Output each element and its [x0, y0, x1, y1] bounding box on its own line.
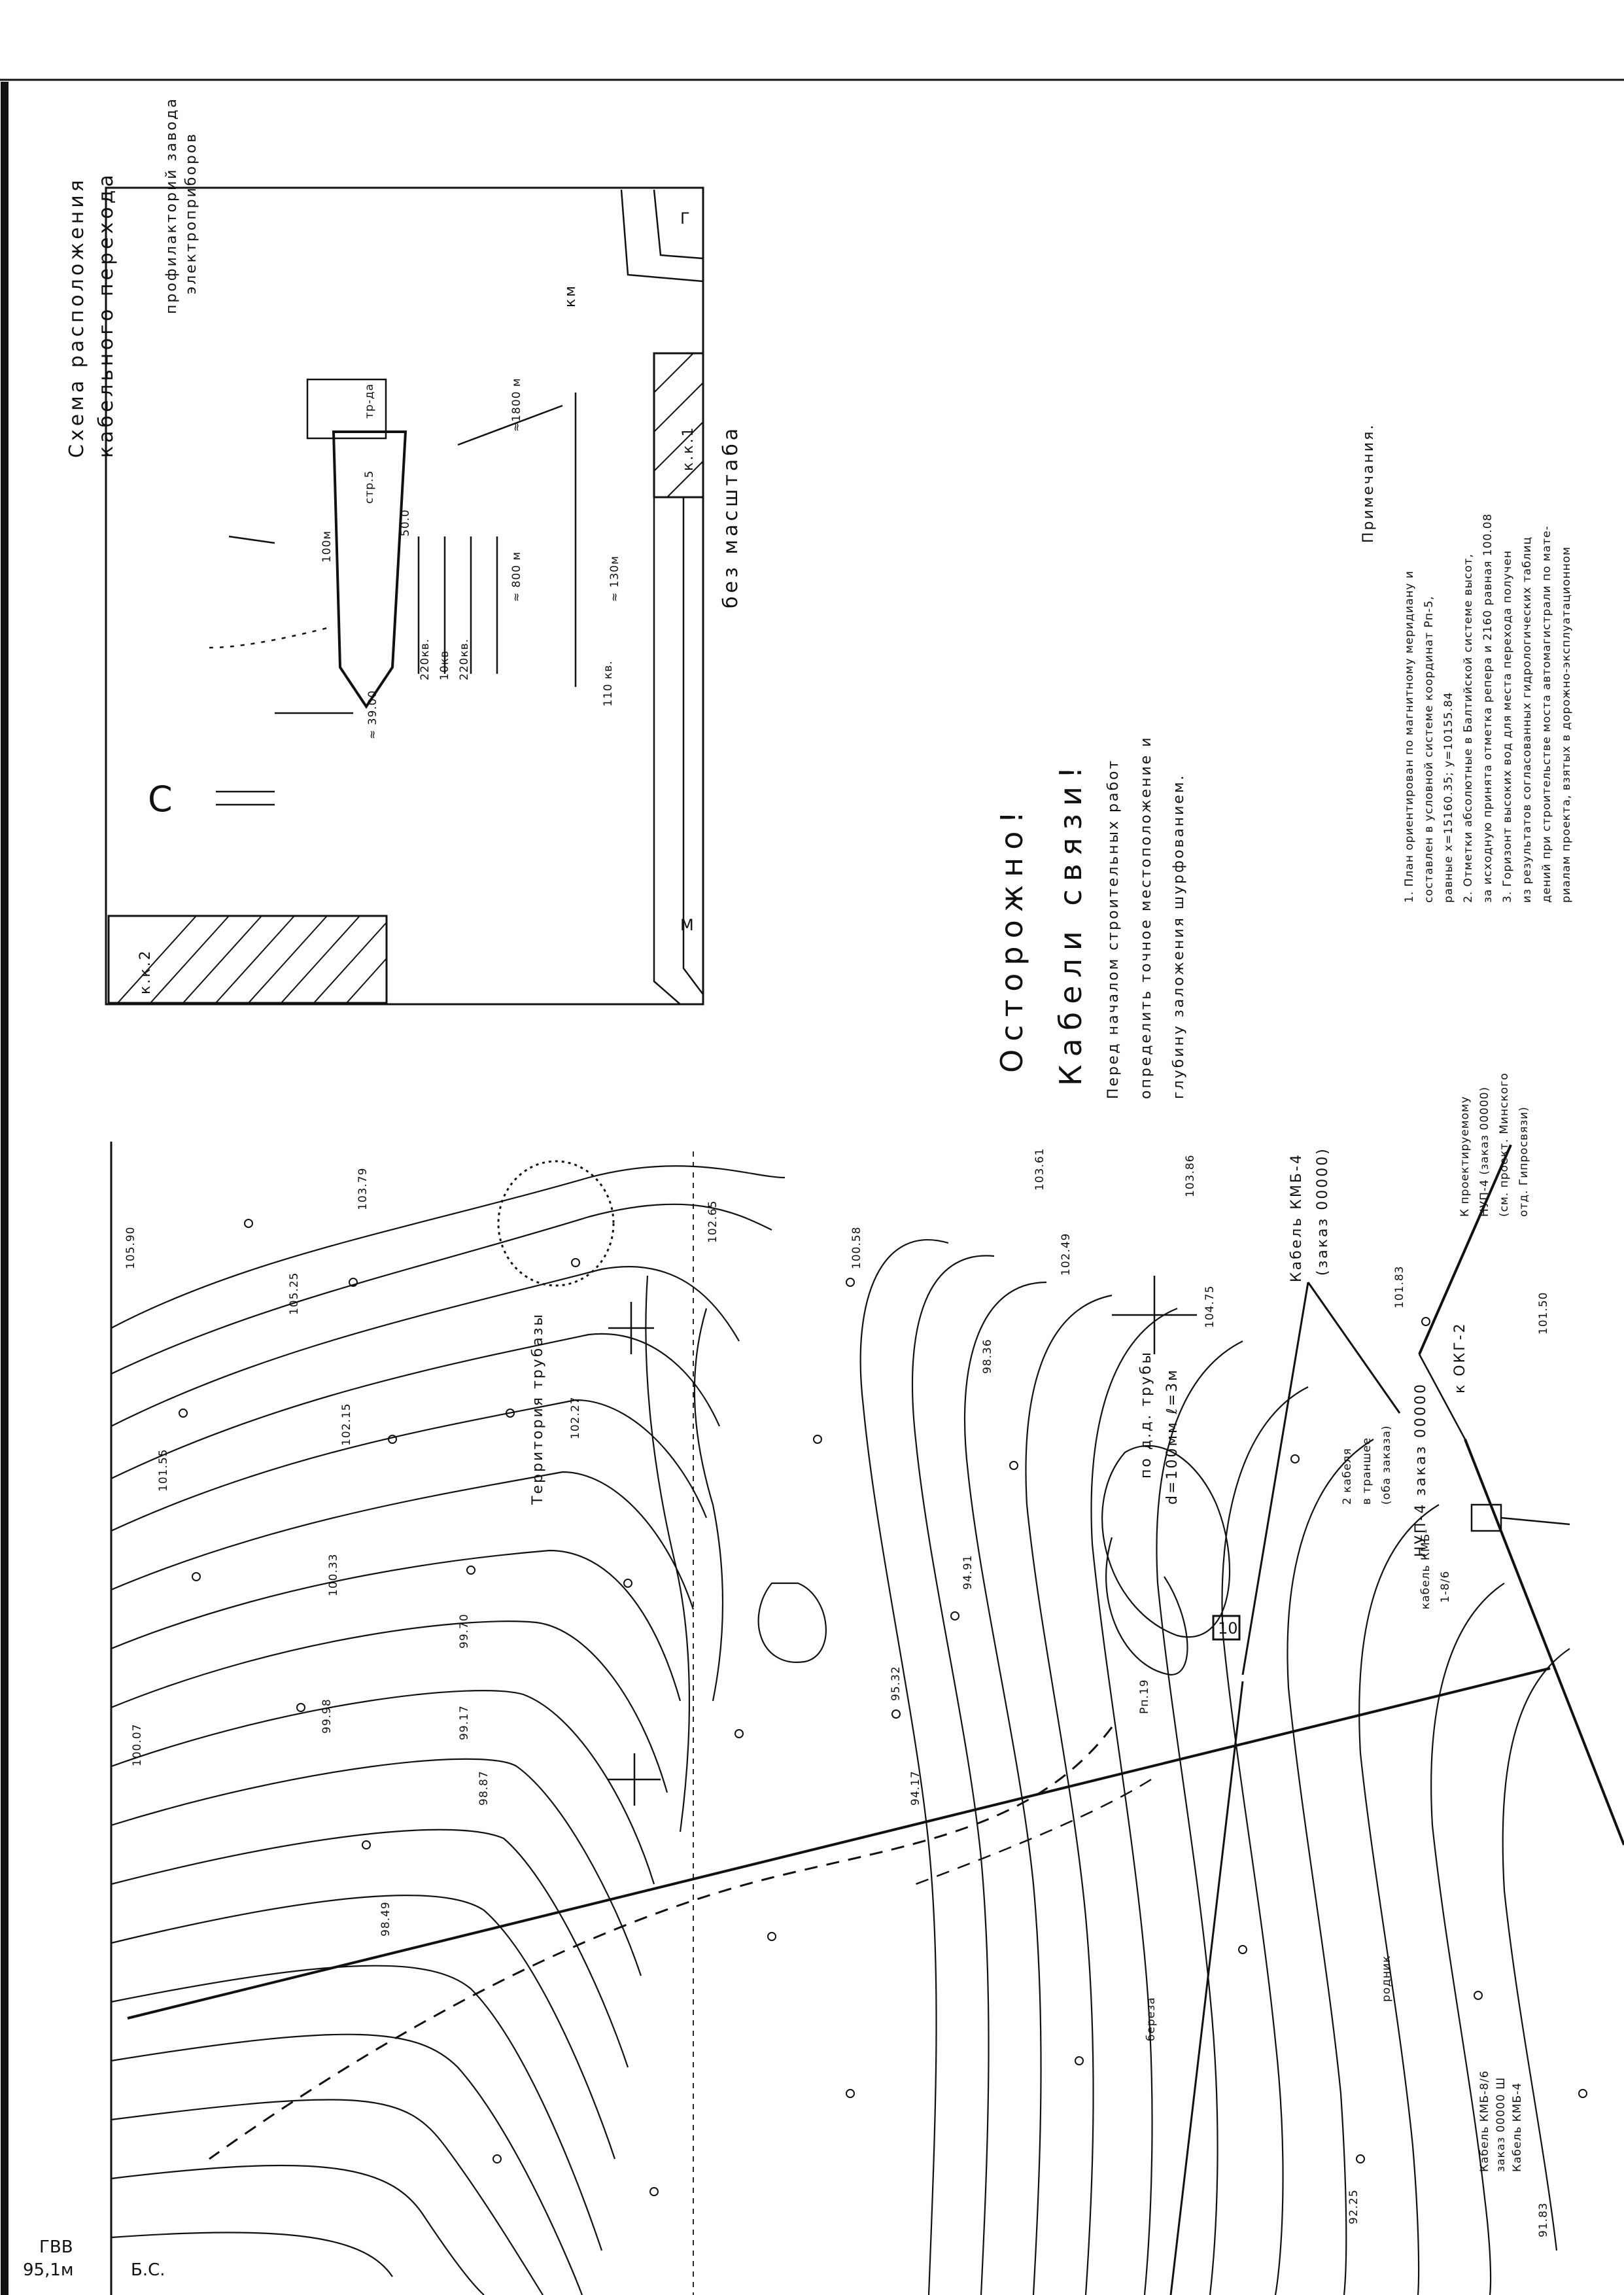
voltage-110: 110 кв. — [602, 660, 615, 707]
inset-dist-800: ≈ 800 м — [510, 551, 523, 602]
proj-note-1: К проектируемому — [1459, 1096, 1472, 1217]
elev-label: 92.25 — [1347, 2189, 1360, 2224]
voltage-220b: 220кв. — [458, 638, 471, 680]
elev-label: 99.98 — [320, 1698, 334, 1734]
kab-bottom-2: заказ 00000 Ш — [1494, 2076, 1508, 2172]
road-g: Г — [680, 209, 690, 228]
gvv-value: 95,1м — [23, 2260, 74, 2280]
warning-line4: определить точное местоположение и — [1138, 735, 1154, 1099]
inset-tr: тр-да — [363, 383, 376, 419]
beryoza-label: береза — [1145, 1997, 1158, 2041]
elev-label: 102.65 — [706, 1200, 719, 1243]
plant-label: профилакторий завода — [164, 97, 180, 314]
elev-label: 103.86 — [1184, 1154, 1197, 1197]
rp19-label: Рп.19 — [1138, 1679, 1151, 1714]
elev-label: 100.58 — [850, 1226, 863, 1269]
elev-label: 104.75 — [1203, 1285, 1217, 1328]
inset-100m: 100м — [320, 530, 334, 563]
elev-label: 100.07 — [131, 1723, 144, 1766]
elev-label: 105.25 — [288, 1272, 301, 1315]
elev-label: 103.79 — [356, 1167, 370, 1210]
proj-note-3: (см. проект. Минского — [1498, 1072, 1511, 1217]
elev-label: 102.27 — [569, 1396, 582, 1439]
kab-bottom-3: Кабель КМБ-4 — [1511, 2082, 1524, 2172]
note-line-7: из результатов согласованных гидрологических таблиц — [1521, 536, 1534, 903]
cable-kmb4-label: Кабель КМБ-4 — [1288, 1153, 1305, 1282]
elev-label: 103.61 — [1033, 1148, 1046, 1191]
voltage-10: 10кв — [438, 650, 451, 680]
note-line-1: 1. План ориентирован по магнитному меридиану и — [1403, 570, 1416, 903]
proj-note-2: НУП-4 (заказ 00000) — [1478, 1086, 1491, 1217]
inset-kk-2: к.к.2 — [137, 949, 154, 994]
elev-label: 98.87 — [477, 1770, 491, 1806]
elev-label: 99.70 — [458, 1613, 471, 1649]
proj-note-4: отд. Гипросвязи) — [1517, 1106, 1530, 1217]
elev-label: 101.50 — [1537, 1291, 1550, 1335]
kab-bottom-1: Кабель КМБ-8/6 — [1478, 2070, 1491, 2172]
pipe-label: по д.д. трубы — [1138, 1350, 1154, 1479]
inset-title-line1: Схема расположения — [65, 177, 88, 458]
elev-label: 101.83 — [1393, 1265, 1406, 1308]
inset-scale-note: без масштаба — [719, 425, 742, 608]
note-line-4: 2. Отметки абсолютные в Балтийской системе высот, — [1462, 553, 1475, 903]
warning-line5: глубину заложения шурфованием. — [1171, 773, 1187, 1099]
inset-title-line2: кабельного перехода — [95, 171, 118, 458]
two-cables-orders: (оба заказа) — [1380, 1425, 1393, 1505]
road-m: М — [680, 916, 694, 934]
elev-label: 102.49 — [1060, 1233, 1073, 1276]
rodnik-label: родник — [1380, 1955, 1393, 2002]
voltage-220: 220кв. — [419, 638, 432, 680]
north-arrow-label: С — [148, 779, 173, 820]
marker-number: 10 — [1218, 1619, 1238, 1638]
elev-label: 100.33 — [327, 1553, 340, 1596]
elev-label: 98.49 — [379, 1901, 392, 1936]
elev-label: 99.17 — [458, 1705, 471, 1740]
plant-label-2: электроприборов — [183, 131, 199, 294]
okg-label: к ОКГ-2 — [1452, 1322, 1468, 1393]
warning-title: Осторожно! — [994, 803, 1029, 1073]
note-line-5: за исходную принята отметка репера и 2160 равная 100.08 — [1481, 513, 1494, 903]
kmb-label: кабель КМБ- — [1419, 1528, 1432, 1609]
two-cables-trench: в траншее — [1360, 1437, 1373, 1505]
two-cables: 2 кабеля — [1341, 1448, 1354, 1505]
cable-kmb4-order: (заказ 00000) — [1315, 1147, 1331, 1276]
water-level-label: Б.С. — [131, 2260, 165, 2280]
pipeline-territory: Территория трубазы — [530, 1312, 546, 1505]
inset-str5: стр.5 — [363, 470, 376, 504]
inset-dist-130: ≈ 130м — [608, 555, 621, 602]
note-line-8: дений при строительстве моста автомагистрали по мате- — [1540, 525, 1553, 903]
inset-dist-3900: ≈ 39.00 — [366, 690, 379, 739]
note-line-6: 3. Горизонт высоких вод для места перехода получен — [1501, 550, 1514, 903]
note-line-3: равные x=15160.35; y=10155.84 — [1442, 692, 1455, 903]
note-line-9: риалам проекта, взятых в дорожно-эксплуатационном — [1560, 546, 1573, 903]
elev-label: 105.90 — [124, 1226, 137, 1269]
warning-cables: Кабели связи! — [1053, 758, 1088, 1086]
gvv-label: ГВВ — [39, 2237, 73, 2257]
elev-label: 95.32 — [890, 1666, 903, 1701]
warning-line3: Перед началом строительных работ — [1105, 758, 1122, 1099]
pipe-size: d=100мм ℓ=3м — [1164, 1368, 1181, 1505]
note-line-2: составлен в условной системе координат Рп-5, — [1423, 595, 1436, 903]
elev-label: 98.36 — [981, 1339, 994, 1374]
inset-kk-1: к.к.1 — [680, 425, 697, 471]
elev-label: 101.55 — [157, 1448, 170, 1492]
nup-label: НУП-4 заказ 00000 — [1413, 1382, 1429, 1557]
elev-label: 102.15 — [340, 1403, 353, 1446]
inset-km: км — [562, 284, 579, 307]
notes-heading: Примечания. — [1360, 423, 1377, 543]
inset-dist-1800: ≈1800 м — [510, 377, 523, 432]
elev-label: 94.91 — [961, 1554, 975, 1590]
elev-label: 94.17 — [909, 1770, 922, 1806]
kmb-label-2: 1-8/6 — [1439, 1570, 1452, 1603]
inset-dist-50: 50.0 — [399, 509, 412, 536]
elev-label: 91.83 — [1537, 2202, 1550, 2237]
